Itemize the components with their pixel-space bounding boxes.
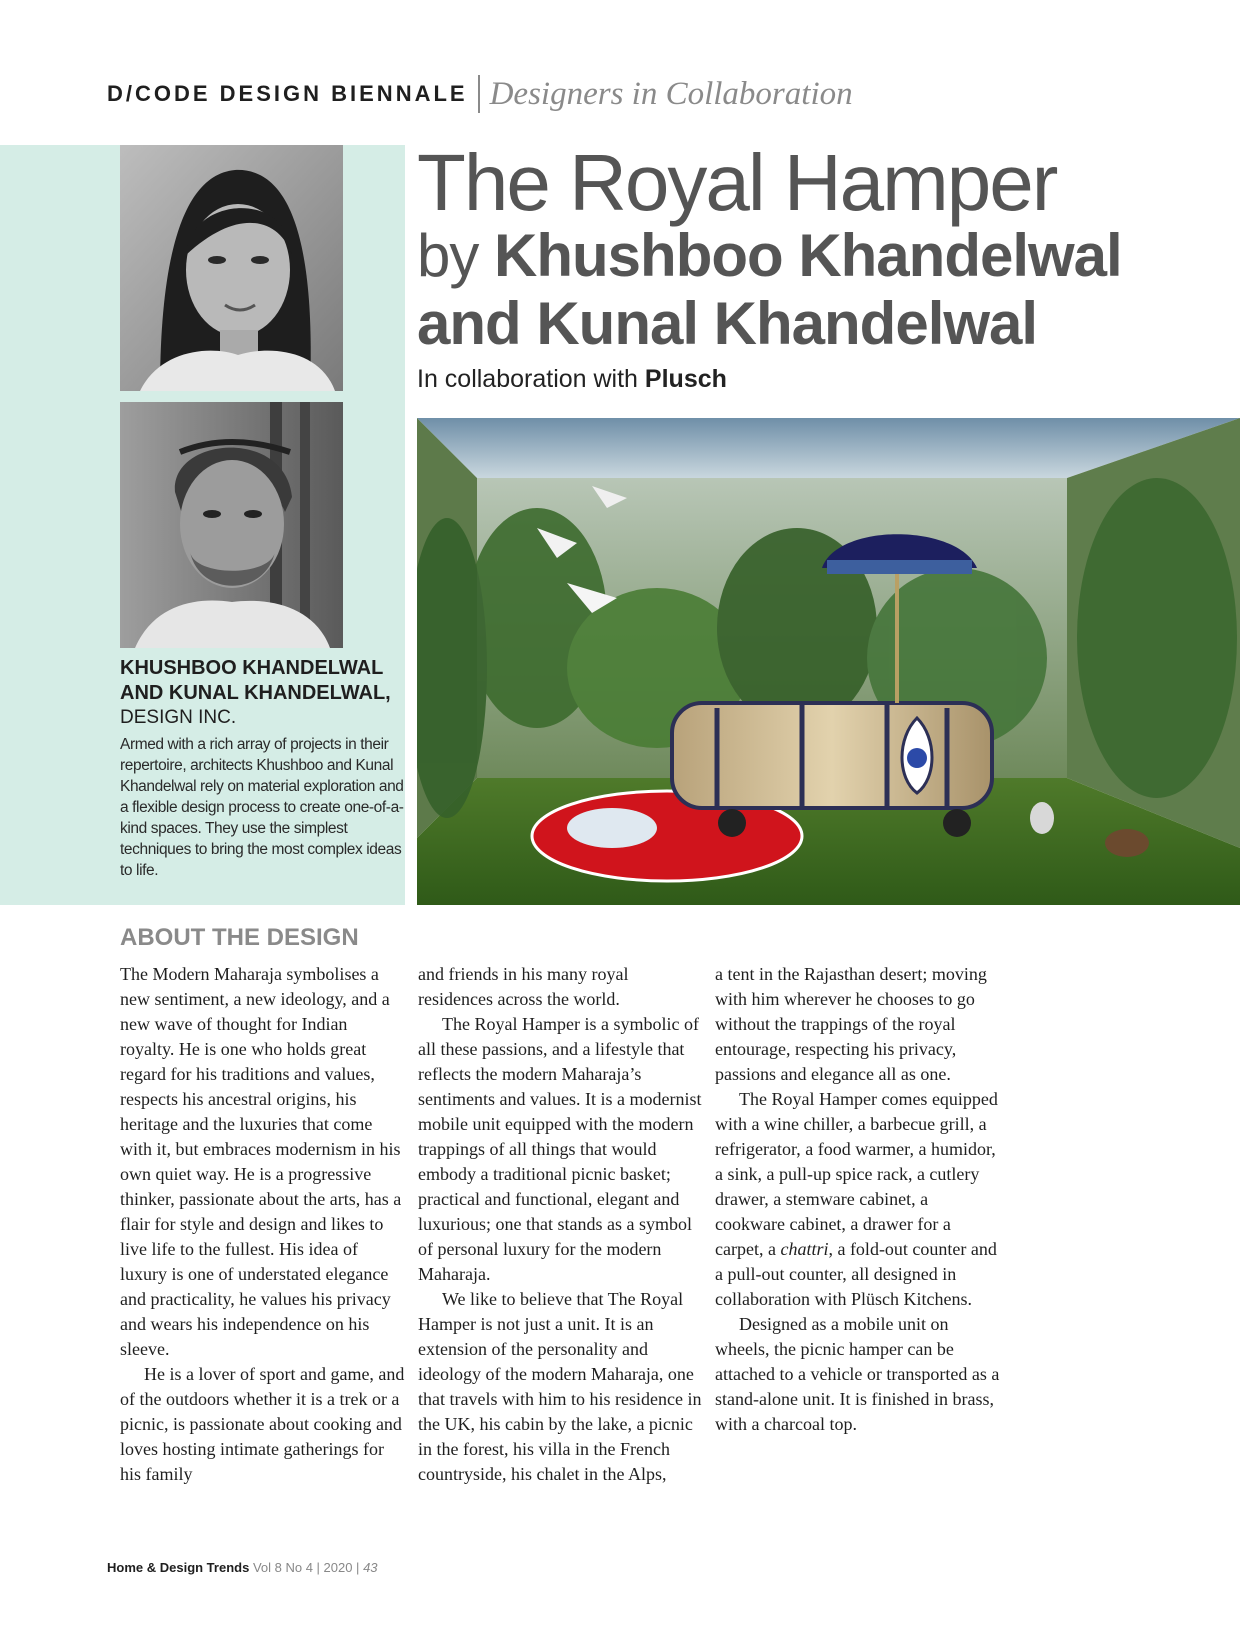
collaboration-line [417,365,727,394]
body-paragraph: Designed as a mobile unit on wheels, the picnic hamper can be attached to a vehicle or transported as a stand-alone unit. It is finished in brass, with a charcoal top. [715,1314,1000,1434]
body-column-2 [418,962,703,1487]
portrait-kunal [120,402,343,648]
subsection-label: Designers in Collaboration [489,75,853,112]
magazine-name: Home & Design Trends [107,1560,250,1575]
body-paragraph: He is a lover of sport and game, and of the outdoors whether it is a trek or a picnic, is passionate about cooking and loves hosting intimate gatherings for his family [120,1364,405,1484]
body-paragraph: The Modern Maharaja symbolises a new sentiment, a new ideology, and a new wave of thought for Indian royalty. He is one who holds great regard for his traditions and values, respects his ancestral origins, his heritage and the luxuries that come with it, but embraces modernism in his own quiet way. He is a progressive thinker, passionate about the arts, has a flair for style and design and likes to live life to the fullest. His idea of luxury is one of understated elegance and practicality, he values his privacy and wears his independence on his sleeve. [120,964,402,1359]
page-footer [107,1560,378,1575]
body-paragraph: We like to believe that The Royal Hamper is not just a unit. It is an extension of the personality and ideology of the modern Maharaja, one that travels with him to his residence in the UK, his cabin by the lake, a picnic in the forest, his villa in the French countryside, his chalet in the Alps, [418,1289,702,1484]
issue-info: Vol 8 No 4 | 2020 | [252,1560,360,1575]
article-title: The Royal Hamper [417,138,1057,227]
collab-partner: Plusch [644,365,727,393]
collab-prefix: In collaboration with [417,365,638,393]
body-paragraph: The Royal Hamper is a symbolic of all these passions, and a lifestyle that reflects the modern Maharaja’s sentiments and values. It is a modernist mobile unit equipped with the modern trappings of all things that would embody a traditional picnic basket; practical and functional, elegant and luxurious; one that stands as a symbol of personal luxury for the modern Maharaja. [418,1014,702,1284]
portrait-khushboo [120,145,343,391]
body-italic: chattri [780,1239,829,1259]
byline-names-1: Khushboo Khandelwal [494,222,1122,289]
section-label: D/CODE DESIGN BIENNALE [107,81,468,106]
body-paragraph [715,1087,1000,1312]
body-column-3 [715,962,1000,1437]
bio-description: Armed with a rich array of projects in their repertoire, architects Khushboo and Kunal Khandelwal rely on material exploration and a flexible design process to create one-of-a-kind spaces. They use the simplest techniques to bring the most complex ideas to life. [120,736,404,879]
byline-by: by [417,222,479,289]
body-paragraph: and friends in his many royal residences across the world. [418,964,629,1009]
royal-hamper-render [417,418,1240,905]
bio-firm: DESIGN INC. [120,707,237,728]
body-text: The Royal Hamper comes equipped with a wine chiller, a barbecue grill, a refrigerator, a food warmer, a humidor, a sink, a pull-up spice rack, a cutlery drawer, a stemware cabinet, a cookware cabinet, a drawer for a carpet, a [715,1089,998,1259]
about-heading: ABOUT THE DESIGN [120,924,359,951]
byline-names-2: and Kunal Khandelwal [417,290,1038,357]
header-divider [478,75,480,113]
page-number: 43 [363,1560,378,1575]
article-byline [417,222,1122,358]
bio-name: KHUSHBOO KHANDELWAL AND KUNAL KHANDELWAL, [120,657,391,704]
body-text: , a fold-out counter and a pull-out counter, all designed in collaboration with Plüsch Kitchens. [715,1239,997,1309]
body-paragraph: a tent in the Rajasthan desert; moving with him wherever he chooses to go without the trappings of the royal entourage, respecting his privacy, passions and elegance all as one. [715,964,987,1084]
body-column-1 [120,962,405,1487]
section-header [107,72,853,116]
